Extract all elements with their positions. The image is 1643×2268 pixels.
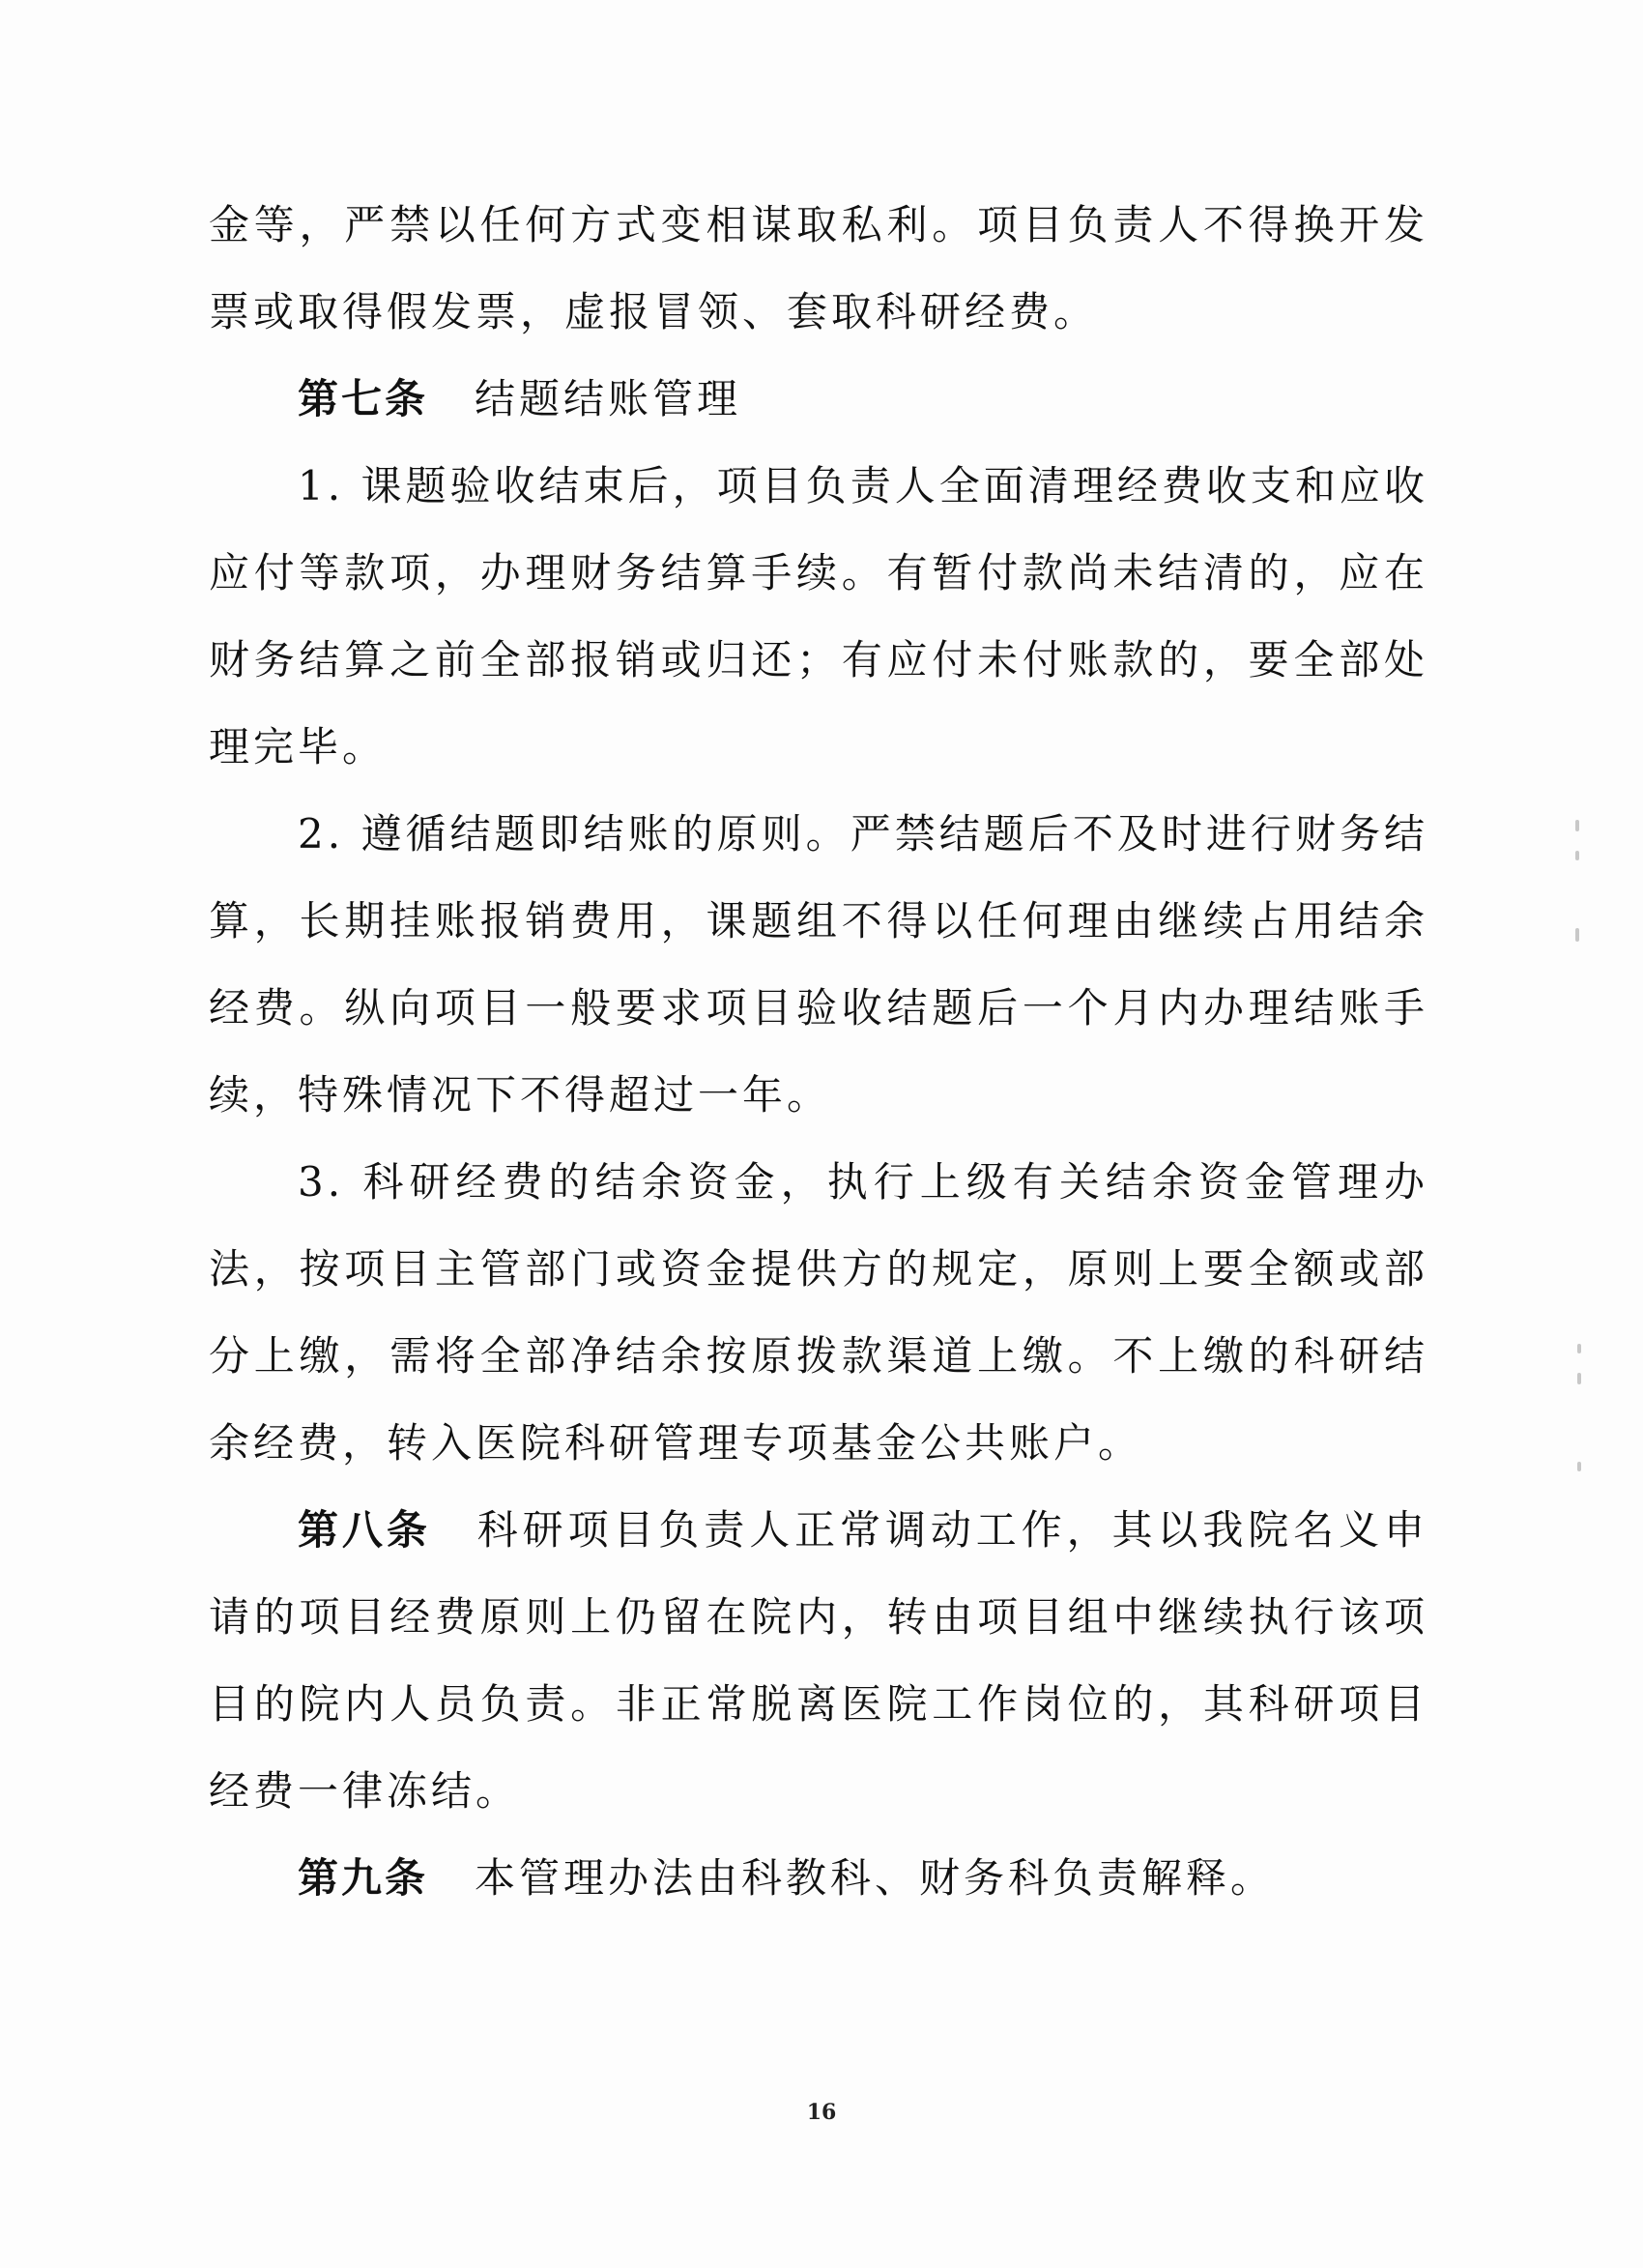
article-7-item-1 [209, 443, 1428, 791]
paragraph-text: 科研项目负责人正常调动工作，其以我院名义申请的项目经费原则上仍留在院内，转由项目组中继续执行该项目的院内人员负责。非正常脱离医院工作岗位的，其科研项目经费一律冻结。 [209, 1506, 1428, 1815]
article-9 [209, 1835, 1428, 1922]
article-label: 第九条 [298, 1854, 429, 1902]
article-8 [209, 1487, 1428, 1835]
paragraph-text: 3. 科研经费的结余资金，执行上级有关结余资金管理办法，按项目主管部门或资金提供方的规定，原则上要全额或部分上缴，需将全部净结余按原拨款渠道上缴。不上缴的科研结余经费，转入医院科研管理专项基金公共账户。 [209, 1158, 1428, 1467]
scan-margin-mark [1575, 851, 1579, 860]
scan-margin-mark [1575, 820, 1579, 831]
article-7-item-2 [209, 791, 1428, 1139]
scan-margin-mark [1577, 1373, 1581, 1384]
paragraph-text: 1. 课题验收结束后，项目负责人全面清理经费收支和应收应付等款项，办理财务结算手续。有暂付款尚未结清的，应在财务结算之前全部报销或归还；有应付未付账款的，要全部处理完毕。 [209, 462, 1428, 771]
paragraph-text: 本管理办法由科教科、财务科负责解释。 [475, 1854, 1276, 1902]
paragraph-text: 金等，严禁以任何方式变相谋取私利。项目负责人不得换开发票或取得假发票，虚报冒领、套取科研经费。 [209, 201, 1428, 335]
article-label: 第七条 [298, 375, 429, 422]
article-7-heading [209, 356, 1428, 443]
article-7-item-3 [209, 1139, 1428, 1487]
scan-margin-mark [1575, 928, 1579, 942]
article-title: 结题结账管理 [475, 375, 742, 422]
document-body [209, 182, 1428, 1922]
page-number: 16 [806, 2100, 837, 2125]
article-label: 第八条 [298, 1506, 431, 1554]
paragraph-text: 2. 遵循结题即结账的原则。严禁结题后不及时进行财务结算，长期挂账报销费用，课题组不得以任何理由继续占用结余经费。纵向项目一般要求项目验收结题后一个月内办理结账手续，特殊情况下不得超过一年。 [209, 810, 1428, 1119]
scan-margin-mark [1577, 1462, 1581, 1471]
scan-margin-mark [1577, 1344, 1581, 1353]
paragraph-continuation [209, 182, 1428, 356]
